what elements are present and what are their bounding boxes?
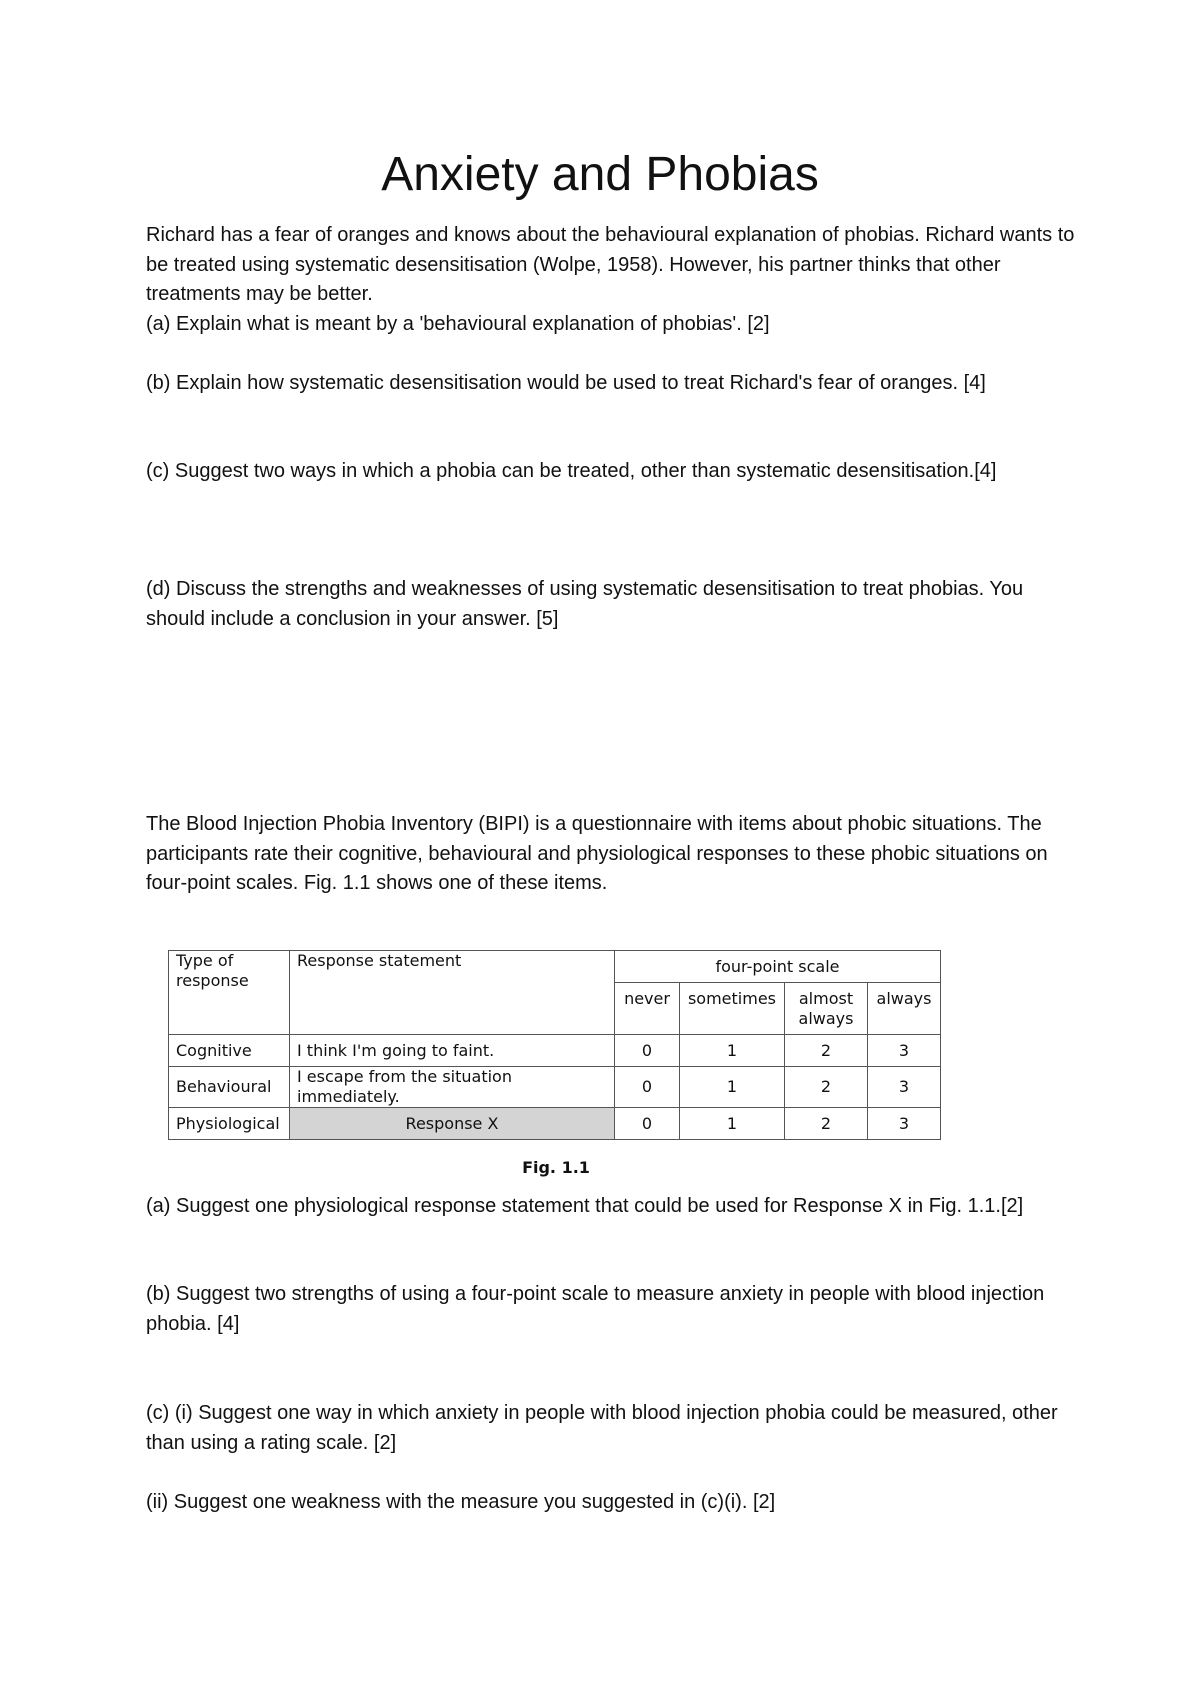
page-title: Anxiety and Phobias [381,148,819,201]
question-2c-i: (c) (i) Suggest one way in which anxiety in people with blood injection phobia could be measured, other than using a rating scale. [2] [146,1402,1058,1454]
table-row [169,1108,941,1140]
row-value: 3 [868,1035,941,1067]
table-row [169,1035,941,1067]
table-row [169,1067,941,1108]
question-1d: (d) Discuss the strengths and weaknesses of using systematic desensitisation to treat phobias. You should include a conclusion in your answer. [5] [146,578,1024,630]
question-1c: (c) Suggest two ways in which a phobia can be treated, other than systematic desensitisation.[4] [146,460,997,482]
question-1b: (b) Explain how systematic desensitisation would be used to treat Richard's fear of oranges. [4] [146,372,986,394]
row-value: 2 [785,1108,868,1140]
scale-label-almost-always: almost always [785,983,868,1035]
row-value: 1 [680,1108,785,1140]
section2-intro-block [146,810,1076,899]
section1-intro-block [146,221,1076,310]
header-response-statement: Response statement [290,951,615,1035]
question-2c-ii: (ii) Suggest one weakness with the measure you suggested in (c)(i). [2] [146,1491,776,1513]
bipi-item-table [168,950,941,1140]
row-value: 0 [615,1035,680,1067]
header-type-of-response: Type of response [169,951,290,1035]
question-1a: (a) Explain what is meant by a 'behavioural explanation of phobias'. [2] [146,313,770,335]
section2-intro: The Blood Injection Phobia Inventory (BIPI) is a questionnaire with items about phobic situations. The participants rate their cognitive, behavioural and physiological responses to these phobic situations on four-point scales. Fig. 1.1 shows one of these items. [146,813,1048,894]
figure-caption: Fig. 1.1 [522,1158,590,1177]
scale-label-always: always [868,983,941,1035]
row-value: 1 [680,1067,785,1108]
row-value: 1 [680,1035,785,1067]
row-value: 0 [615,1108,680,1140]
question-2a: (a) Suggest one physiological response statement that could be used for Response X in Fig. 1.1.[2] [146,1195,1024,1217]
row-type: Behavioural [169,1067,290,1108]
row-value: 2 [785,1035,868,1067]
row-value: 2 [785,1067,868,1108]
header-four-point-scale: four-point scale [615,951,941,983]
row-type: Cognitive [169,1035,290,1067]
row-value: 0 [615,1067,680,1108]
row-statement: I think I'm going to faint. [290,1035,615,1067]
question-2b: (b) Suggest two strengths of using a four-point scale to measure anxiety in people with blood injection phobia. [4] [146,1283,1045,1335]
row-type: Physiological [169,1108,290,1140]
scale-label-never: never [615,983,680,1035]
section1-intro: Richard has a fear of oranges and knows about the behavioural explanation of phobias. Richard wants to be treated using systematic desensitisation (Wolpe, 1958). However, his partner thinks that other treatments may be better. [146,224,1075,305]
row-value: 3 [868,1067,941,1108]
table-header-row [169,951,941,983]
row-value: 3 [868,1108,941,1140]
scale-label-sometimes: sometimes [680,983,785,1035]
response-x-cell: Response X [290,1108,615,1140]
row-statement: I escape from the situation immediately. [290,1067,615,1108]
